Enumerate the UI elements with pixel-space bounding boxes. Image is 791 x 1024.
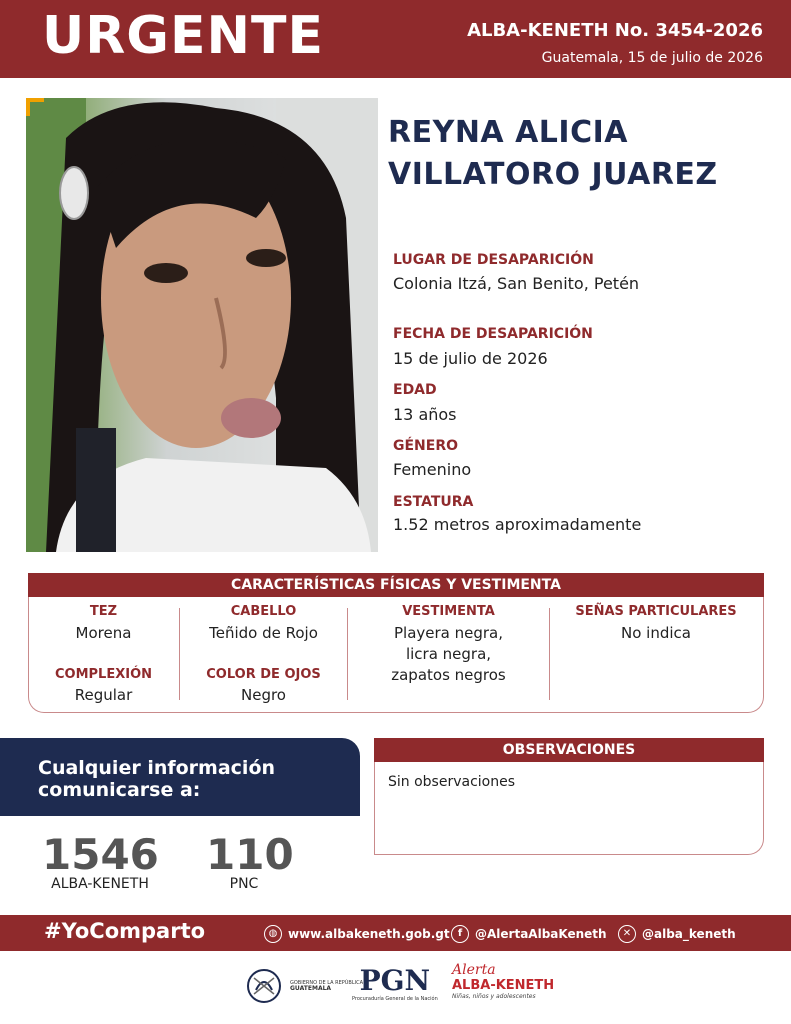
ojos-value: Negro [241,686,286,704]
globe-icon: ◍ [264,925,282,943]
phone-number-pnc[interactable]: 110 [206,830,294,879]
lugar-label: LUGAR DE DESAPARICIÓN [393,252,594,268]
edad-label: EDAD [393,382,437,398]
contact-text [38,757,338,801]
vestimenta-line: zapatos negros [391,666,506,684]
facebook-icon: f [451,925,469,943]
pgn-subtext: Procuraduría General de la Nación [352,996,438,1002]
vestimenta-label: VESTIMENTA [402,604,495,619]
estatura-value: 1.52 metros aproximadamente [393,515,642,534]
edad-value: 13 años [393,405,457,424]
vestimenta-line: Playera negra, [393,624,504,642]
senas-label: SEÑAS PARTICULARES [575,604,737,619]
hashtag: #YoComparto [44,919,206,943]
senas-value: No indica [621,624,691,642]
cabello-label: CABELLO [230,604,297,619]
divider [549,608,550,700]
complexion-value: Regular [74,686,133,704]
vestimenta-value [348,623,549,686]
twitter-link[interactable] [618,925,736,943]
alerta-sub: Niñas, niños y adolescentes [452,993,536,1000]
photo-corner-accent [26,98,44,116]
genero-value: Femenino [393,460,472,479]
guatemala-gov-logo [244,966,363,1006]
person-name [388,112,778,196]
person-name-line2: VILLATORO JUAREZ [388,157,718,192]
vestimenta-line: licra negra, [405,645,492,663]
tez-value: Morena [75,624,132,642]
x-icon: ✕ [618,925,636,943]
complexion-label: COMPLEXIÓN [54,667,152,682]
coat-of-arms-icon [244,966,284,1006]
observations-title: OBSERVACIONES [374,738,764,762]
gov-line2: GUATEMALA [290,985,332,992]
website-text: www.albakeneth.gob.gt [288,927,450,941]
alerta-main: ALBA-KENETH [452,978,555,993]
genero-label: GÉNERO [393,438,459,454]
fecha-label: FECHA DE DESAPARICIÓN [393,326,593,342]
cabello-value: Teñido de Rojo [209,624,318,642]
lugar-value: Colonia Itzá, San Benito, Petén [393,274,640,293]
characteristics-title: CARACTERÍSTICAS FÍSICAS Y VESTIMENTA [28,573,764,597]
tez-label: TEZ [89,604,118,619]
facebook-link[interactable] [451,925,607,943]
alert-number: ALBA-KENETH No. 3454-2026 [467,20,763,41]
person-name-line1: REYNA ALICIA [388,115,628,150]
phone-number-alba[interactable]: 1546 [42,830,159,879]
alerta-alba-keneth-logo [452,962,554,1000]
ojos-label: COLOR DE OJOS [206,667,321,682]
facebook-text: @AlertaAlbaKeneth [475,927,607,941]
phone-label-pnc: PNC [229,876,259,892]
fecha-value: 15 de julio de 2026 [393,349,548,368]
gov-line1: GOBIERNO DE LA REPÚBLICA [290,980,364,986]
contact-line2: comunicarse a: [38,779,201,801]
urgent-title: URGENTE [42,6,324,66]
alerta-top: Alerta [452,962,496,978]
alert-date: Guatemala, 15 de julio de 2026 [541,50,763,66]
estatura-label: ESTATURA [393,494,474,510]
observations-text: Sin observaciones [388,774,516,790]
pgn-logo [352,966,438,1002]
contact-line1: Cualquier información [38,757,276,779]
missing-person-photo [26,98,378,552]
twitter-text: @alba_keneth [642,927,736,941]
phone-label-alba: ALBA-KENETH [51,876,149,892]
website-link[interactable] [264,925,450,943]
portrait-illustration [26,98,378,552]
pgn-text: PGN [359,964,431,997]
